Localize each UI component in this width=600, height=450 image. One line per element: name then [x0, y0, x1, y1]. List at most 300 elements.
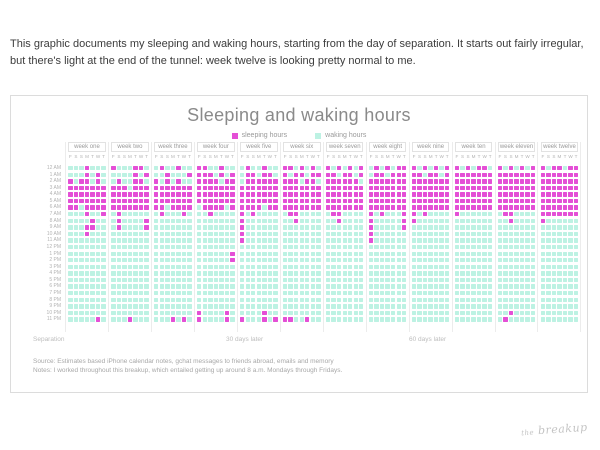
- hour-label: 9 AM: [49, 224, 61, 231]
- waking-hour-cell: [85, 278, 89, 282]
- waking-hour-cell: [428, 258, 432, 262]
- sleeping-hour-cell: [262, 192, 266, 196]
- sleeping-hour-cell: [546, 205, 550, 209]
- waking-hour-cell: [160, 245, 164, 249]
- waking-hour-cell: [268, 225, 272, 229]
- sleeping-hour-cell: [546, 179, 550, 183]
- waking-hour-cell: [423, 252, 427, 256]
- waking-hour-cell: [79, 225, 83, 229]
- waking-hour-cell: [203, 317, 207, 321]
- waking-hour-cell: [79, 219, 83, 223]
- day-letter: S: [466, 154, 470, 159]
- waking-hour-cell: [208, 311, 212, 315]
- sleeping-hour-cell: [160, 192, 164, 196]
- sleeping-hour-cell: [391, 192, 395, 196]
- waking-hour-cell: [391, 245, 395, 249]
- waking-hour-cell: [197, 304, 201, 308]
- waking-hour-cell: [488, 166, 492, 170]
- sleeping-hour-cell: [417, 199, 421, 203]
- waking-hour-cell: [498, 258, 502, 262]
- waking-hour-cell: [326, 271, 330, 275]
- sleeping-hour-cell: [262, 173, 266, 177]
- sleeping-hour-cell: [445, 192, 449, 196]
- waking-hour-cell: [187, 238, 191, 242]
- waking-hour-cell: [90, 166, 94, 170]
- sleeping-hour-cell: [230, 199, 234, 203]
- sleeping-hour-cell: [568, 192, 572, 196]
- sleeping-hour-cell: [128, 205, 132, 209]
- waking-hour-cell: [96, 166, 100, 170]
- waking-hour-cell: [477, 317, 481, 321]
- waking-hour-cell: [455, 238, 459, 242]
- waking-hour-cell: [477, 291, 481, 295]
- heatmap-area: [14, 142, 581, 332]
- sleeping-hour-cell: [337, 166, 341, 170]
- waking-hour-cell: [412, 238, 416, 242]
- sleeping-hour-cell: [460, 173, 464, 177]
- waking-hour-cell: [68, 245, 72, 249]
- waking-hour-cell: [117, 304, 121, 308]
- waking-hour-cell: [165, 238, 169, 242]
- waking-hour-cell: [262, 271, 266, 275]
- sleeping-hour-cell: [525, 205, 529, 209]
- waking-hour-cell: [257, 265, 261, 269]
- waking-hour-cell: [133, 238, 137, 242]
- waking-hour-cell: [90, 212, 94, 216]
- sleeping-hour-cell: [139, 166, 143, 170]
- waking-hour-cell: [503, 298, 507, 302]
- waking-hour-cell: [133, 284, 137, 288]
- day-letter: M: [428, 154, 433, 159]
- waking-hour-cell: [154, 258, 158, 262]
- sleeping-hour-cell: [326, 173, 330, 177]
- sleeping-hour-cell: [369, 199, 373, 203]
- waking-hour-cell: [557, 238, 561, 242]
- waking-hour-cell: [428, 291, 432, 295]
- waking-hour-cell: [488, 278, 492, 282]
- waking-hour-cell: [520, 271, 524, 275]
- day-letter: T: [402, 154, 406, 159]
- waking-hour-cell: [187, 291, 191, 295]
- waking-hour-cell: [203, 291, 207, 295]
- waking-hour-cell: [214, 278, 218, 282]
- waking-hour-cell: [122, 219, 126, 223]
- waking-hour-cell: [283, 212, 287, 216]
- sleeping-hour-cell: [117, 199, 121, 203]
- waking-hour-cell: [503, 166, 507, 170]
- waking-hour-cell: [79, 166, 83, 170]
- sleeping-hour-cell: [101, 192, 105, 196]
- waking-hour-cell: [74, 238, 78, 242]
- waking-hour-cell: [262, 278, 266, 282]
- sleeping-hour-cell: [354, 186, 358, 190]
- sleeping-hour-cell: [79, 186, 83, 190]
- sleeping-hour-cell: [268, 192, 272, 196]
- waking-hour-cell: [208, 219, 212, 223]
- waking-hour-cell: [68, 252, 72, 256]
- waking-hour-cell: [214, 166, 218, 170]
- waking-hour-cell: [439, 317, 443, 321]
- sleeping-hour-cell: [482, 173, 486, 177]
- week-cells: [111, 166, 149, 322]
- sleeping-hour-cell: [348, 173, 352, 177]
- waking-hour-cell: [300, 265, 304, 269]
- waking-hour-cell: [520, 298, 524, 302]
- waking-hour-cell: [348, 258, 352, 262]
- waking-hour-cell: [214, 212, 218, 216]
- waking-hour-cell: [154, 252, 158, 256]
- waking-hour-cell: [133, 291, 137, 295]
- sleeping-hour-cell: [423, 166, 427, 170]
- waking-hour-cell: [417, 252, 421, 256]
- waking-hour-cell: [316, 225, 320, 229]
- waking-hour-cell: [133, 225, 137, 229]
- waking-hour-cell: [203, 304, 207, 308]
- sleeping-hour-cell: [68, 199, 72, 203]
- waking-hour-cell: [417, 245, 421, 249]
- sleeping-hour-cell: [391, 199, 395, 203]
- sleeping-hour-cell: [402, 173, 406, 177]
- sleeping-hour-cell: [359, 186, 363, 190]
- sleeping-hour-cell: [240, 186, 244, 190]
- waking-hour-cell: [434, 271, 438, 275]
- sleeping-hour-cell: [509, 192, 513, 196]
- waking-hour-cell: [568, 245, 572, 249]
- day-letters-row: [111, 154, 149, 160]
- sleeping-hour-cell: [122, 205, 126, 209]
- sleeping-hour-cell: [412, 199, 416, 203]
- sleeping-hour-cell: [251, 205, 255, 209]
- waking-hour-cell: [514, 238, 518, 242]
- waking-hour-cell: [90, 317, 94, 321]
- waking-hour-cell: [439, 238, 443, 242]
- waking-hour-cell: [288, 252, 292, 256]
- sleeping-hour-cell: [331, 173, 335, 177]
- sleeping-hour-cell: [541, 219, 545, 223]
- week-cells: [283, 166, 321, 322]
- waking-hour-cell: [397, 278, 401, 282]
- waking-hour-cell: [326, 278, 330, 282]
- week-block: [409, 142, 452, 332]
- waking-hour-cell: [122, 245, 126, 249]
- waking-hour-cell: [246, 311, 250, 315]
- sleeping-hour-cell: [482, 192, 486, 196]
- waking-hour-cell: [557, 298, 561, 302]
- waking-hour-cell: [74, 291, 78, 295]
- day-letter: T: [348, 154, 352, 159]
- waking-hour-cell: [171, 291, 175, 295]
- waking-hour-cell: [117, 245, 121, 249]
- day-letter: S: [122, 154, 126, 159]
- waking-hour-cell: [434, 317, 438, 321]
- sleeping-hour-cell: [225, 186, 229, 190]
- waking-hour-cell: [359, 245, 363, 249]
- waking-hour-cell: [182, 284, 186, 288]
- sleeping-hour-cell: [311, 205, 315, 209]
- waking-hour-cell: [257, 298, 261, 302]
- waking-hour-cell: [311, 298, 315, 302]
- day-letters-row: [455, 154, 493, 160]
- waking-hour-cell: [288, 225, 292, 229]
- waking-hour-cell: [273, 238, 277, 242]
- waking-hour-cell: [117, 232, 121, 236]
- waking-hour-cell: [96, 245, 100, 249]
- waking-hour-cell: [305, 258, 309, 262]
- waking-hour-cell: [182, 258, 186, 262]
- waking-hour-cell: [133, 278, 137, 282]
- sleeping-hour-cell: [482, 186, 486, 190]
- waking-hour-cell: [219, 252, 223, 256]
- waking-hour-cell: [305, 278, 309, 282]
- waking-hour-cell: [133, 245, 137, 249]
- sleeping-hour-cell: [423, 205, 427, 209]
- waking-hour-cell: [197, 232, 201, 236]
- waking-hour-cell: [514, 258, 518, 262]
- waking-hour-cell: [230, 232, 234, 236]
- sleeping-hour-cell: [455, 179, 459, 183]
- sleeping-hour-cell: [240, 205, 244, 209]
- waking-hour-cell: [74, 173, 78, 177]
- waking-hour-cell: [214, 219, 218, 223]
- waking-hour-cell: [79, 258, 83, 262]
- waking-hour-cell: [122, 179, 126, 183]
- waking-hour-cell: [428, 271, 432, 275]
- waking-hour-cell: [68, 219, 72, 223]
- waking-hour-cell: [101, 271, 105, 275]
- waking-hour-cell: [305, 173, 309, 177]
- day-letter: T: [91, 154, 94, 159]
- sleeping-hour-cell: [509, 166, 513, 170]
- day-letter: T: [273, 154, 277, 159]
- waking-hour-cell: [477, 304, 481, 308]
- day-letter: M: [385, 154, 390, 159]
- sleeping-hour-cell: [219, 173, 223, 177]
- sleeping-hour-cell: [520, 173, 524, 177]
- waking-hour-cell: [187, 311, 191, 315]
- waking-hour-cell: [117, 284, 121, 288]
- sleeping-hour-cell: [262, 199, 266, 203]
- waking-hour-cell: [531, 304, 535, 308]
- waking-hour-cell: [176, 232, 180, 236]
- waking-hour-cell: [316, 252, 320, 256]
- day-letter: M: [514, 154, 519, 159]
- waking-hour-cell: [133, 271, 137, 275]
- waking-hour-cell: [337, 245, 341, 249]
- sleeping-hour-cell: [374, 166, 378, 170]
- week-cells: [498, 166, 536, 322]
- day-letter: T: [434, 154, 438, 159]
- waking-hour-cell: [246, 278, 250, 282]
- waking-hour-cell: [455, 219, 459, 223]
- waking-hour-cell: [268, 258, 272, 262]
- waking-hour-cell: [488, 317, 492, 321]
- waking-hour-cell: [300, 298, 304, 302]
- sleeping-hour-cell: [574, 205, 578, 209]
- waking-hour-cell: [214, 291, 218, 295]
- waking-hour-cell: [331, 258, 335, 262]
- waking-hour-cell: [225, 219, 229, 223]
- day-letters-row: [197, 154, 235, 160]
- waking-hour-cell: [273, 225, 277, 229]
- waking-hour-cell: [294, 238, 298, 242]
- waking-hour-cell: [74, 245, 78, 249]
- waking-hour-cell: [139, 258, 143, 262]
- sleeping-hour-cell: [268, 186, 272, 190]
- waking-hour-cell: [257, 278, 261, 282]
- sleeping-hour-cell: [311, 179, 315, 183]
- waking-hour-cell: [354, 232, 358, 236]
- waking-hour-cell: [262, 225, 266, 229]
- sleeping-hour-cell: [197, 311, 201, 315]
- sleeping-hour-cell: [337, 179, 341, 183]
- sleeping-hour-cell: [171, 186, 175, 190]
- waking-hour-cell: [300, 179, 304, 183]
- sleeping-hour-cell: [331, 205, 335, 209]
- day-letters-row: [240, 154, 278, 160]
- sleeping-hour-cell: [187, 192, 191, 196]
- sleeping-hour-cell: [219, 166, 223, 170]
- waking-hour-cell: [197, 291, 201, 295]
- sleeping-hour-cell: [273, 186, 277, 190]
- sleeping-hour-cell: [509, 311, 513, 315]
- waking-hour-cell: [568, 304, 572, 308]
- hour-axis: [14, 166, 65, 332]
- waking-hour-cell: [316, 304, 320, 308]
- waking-hour-cell: [428, 284, 432, 288]
- day-letter: T: [391, 154, 395, 159]
- waking-hour-cell: [525, 252, 529, 256]
- sleeping-hour-cell: [343, 179, 347, 183]
- day-letter: S: [203, 154, 207, 159]
- waking-hour-cell: [90, 173, 94, 177]
- waking-hour-cell: [455, 232, 459, 236]
- sleeping-hour-cell: [531, 166, 535, 170]
- day-letter: T: [445, 154, 449, 159]
- waking-hour-cell: [428, 298, 432, 302]
- sleeping-hour-cell: [111, 186, 115, 190]
- waking-hour-cell: [144, 238, 148, 242]
- day-letter: F: [68, 154, 72, 159]
- sleeping-hour-cell: [160, 166, 164, 170]
- waking-hour-cell: [311, 212, 315, 216]
- waking-hour-cell: [525, 219, 529, 223]
- waking-hour-cell: [111, 173, 115, 177]
- hour-label: 3 AM: [49, 184, 61, 191]
- week-label: week eleven: [498, 142, 536, 152]
- day-letter: S: [337, 154, 341, 159]
- waking-hour-cell: [488, 232, 492, 236]
- sleeping-hour-cell: [445, 166, 449, 170]
- waking-hour-cell: [240, 245, 244, 249]
- waking-hour-cell: [288, 265, 292, 269]
- waking-hour-cell: [117, 258, 121, 262]
- waking-hour-cell: [305, 298, 309, 302]
- waking-hour-cell: [498, 311, 502, 315]
- sleeping-hour-cell: [477, 186, 481, 190]
- waking-hour-cell: [525, 317, 529, 321]
- waking-hour-cell: [380, 166, 384, 170]
- sleeping-hour-cell: [337, 186, 341, 190]
- waking-hour-cell: [273, 298, 277, 302]
- waking-hour-cell: [85, 304, 89, 308]
- waking-hour-cell: [197, 258, 201, 262]
- waking-hour-cell: [343, 284, 347, 288]
- sleeping-hour-cell: [160, 199, 164, 203]
- sleeping-hour-cell: [466, 179, 470, 183]
- waking-hour-cell: [402, 311, 406, 315]
- waking-hour-cell: [397, 317, 401, 321]
- sleeping-hour-cell: [402, 199, 406, 203]
- sleeping-hour-cell: [288, 179, 292, 183]
- waking-hour-cell: [225, 245, 229, 249]
- waking-hour-cell: [182, 252, 186, 256]
- waking-hour-cell: [477, 212, 481, 216]
- sleeping-hour-cell: [380, 205, 384, 209]
- waking-hour-cell: [316, 265, 320, 269]
- sleeping-hour-cell: [574, 173, 578, 177]
- waking-hour-cell: [568, 225, 572, 229]
- hour-label: 6 AM: [49, 204, 61, 211]
- waking-hour-cell: [165, 225, 169, 229]
- sleeping-hour-cell: [466, 199, 470, 203]
- waking-hour-cell: [531, 258, 535, 262]
- waking-hour-cell: [203, 212, 207, 216]
- waking-hour-cell: [331, 284, 335, 288]
- waking-hour-cell: [171, 166, 175, 170]
- waking-hour-cell: [288, 298, 292, 302]
- waking-hour-cell: [445, 219, 449, 223]
- sleeping-hour-cell: [460, 179, 464, 183]
- waking-hour-cell: [90, 284, 94, 288]
- waking-hour-cell: [165, 212, 169, 216]
- waking-hour-cell: [208, 278, 212, 282]
- waking-hour-cell: [546, 304, 550, 308]
- waking-hour-cell: [111, 311, 115, 315]
- waking-hour-cell: [144, 317, 148, 321]
- waking-hour-cell: [331, 166, 335, 170]
- waking-hour-cell: [477, 278, 481, 282]
- waking-hour-cell: [531, 284, 535, 288]
- waking-hour-cell: [531, 291, 535, 295]
- waking-hour-cell: [139, 212, 143, 216]
- waking-hour-cell: [133, 317, 137, 321]
- waking-hour-cell: [187, 278, 191, 282]
- waking-hour-cell: [439, 245, 443, 249]
- sleeping-hour-cell: [165, 179, 169, 183]
- waking-hour-cell: [85, 271, 89, 275]
- waking-hour-cell: [359, 298, 363, 302]
- waking-hour-cell: [133, 232, 137, 236]
- day-letter: S: [509, 154, 513, 159]
- sleeping-hour-cell: [122, 192, 126, 196]
- waking-hour-cell: [294, 225, 298, 229]
- waking-hour-cell: [498, 284, 502, 288]
- waking-hour-cell: [503, 265, 507, 269]
- waking-hour-cell: [262, 304, 266, 308]
- waking-hour-cell: [428, 238, 432, 242]
- sleeping-hour-cell: [197, 317, 201, 321]
- waking-hour-cell: [460, 278, 464, 282]
- waking-hour-cell: [85, 258, 89, 262]
- sleeping-hour-cell: [257, 205, 261, 209]
- week-label: week seven: [326, 142, 364, 152]
- waking-hour-cell: [503, 284, 507, 288]
- day-letter: S: [165, 154, 169, 159]
- waking-hour-cell: [139, 284, 143, 288]
- waking-hour-cell: [428, 311, 432, 315]
- waking-hour-cell: [111, 298, 115, 302]
- sleeping-hour-cell: [520, 179, 524, 183]
